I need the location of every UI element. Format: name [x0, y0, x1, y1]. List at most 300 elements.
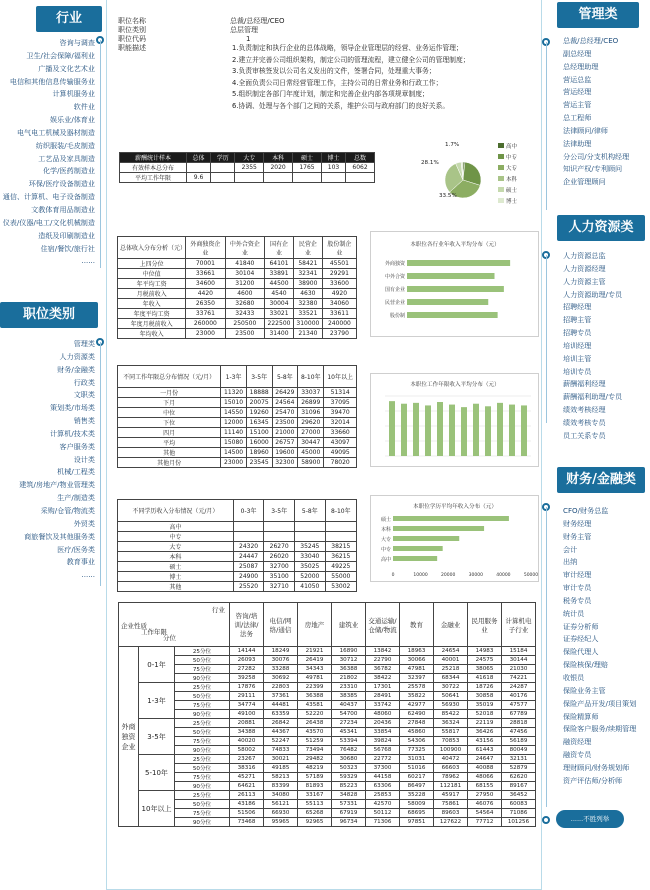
- mgmt-item[interactable]: 知识产权/专利顾问: [561, 163, 649, 176]
- x-tick-label: 40000: [496, 573, 511, 578]
- industry-item[interactable]: 仪表/仪器/电工/文化机械制造: [2, 217, 95, 227]
- table-cell: 9.6: [186, 173, 210, 183]
- hr-item[interactable]: 员工关系专员: [561, 430, 649, 443]
- table-cell: 26020: [264, 552, 295, 562]
- job-category-item[interactable]: 管理类: [73, 339, 95, 348]
- fin-item[interactable]: CFO/财务总监: [561, 505, 649, 518]
- matrix-cell: 57189: [298, 773, 332, 782]
- matrix-cell: 36452: [502, 791, 536, 800]
- matrix-cell: 22772: [366, 755, 400, 764]
- matrix-corner-label: 工作年限: [141, 628, 167, 636]
- pie-svg: [418, 140, 535, 220]
- hr-item[interactable]: 招聘经理: [561, 301, 649, 314]
- table-cell: 23000: [186, 329, 225, 339]
- table-cell: [264, 173, 293, 183]
- table-cell: 年度月税前收入: [118, 319, 186, 329]
- matrix-cell: 38385: [332, 692, 366, 701]
- matrix-cell: 80049: [502, 746, 536, 755]
- hr-item[interactable]: 绩效考核经理: [561, 404, 649, 417]
- table-cell: 23500: [272, 418, 298, 428]
- info-key-desc: 职能描述: [118, 44, 146, 52]
- matrix-cell: 33854: [366, 728, 400, 737]
- matrix-cell: 45860: [400, 728, 434, 737]
- industry-item[interactable]: 造纸及印刷制造业: [38, 230, 95, 240]
- table-cell: 43097: [324, 438, 357, 448]
- table-cell: 103: [321, 163, 345, 173]
- table-cell: 6062: [346, 163, 375, 173]
- matrix-cell: 48060: [366, 710, 400, 719]
- table-cell: [235, 173, 264, 183]
- job-category-item[interactable]: 财务/金融类: [57, 364, 95, 374]
- matrix-row: [119, 755, 536, 764]
- fin-item[interactable]: 融资专员: [561, 749, 649, 762]
- more-connector-dot: [542, 816, 550, 824]
- matrix-cell: 36324: [434, 719, 468, 728]
- pie-legend-item: [498, 153, 517, 164]
- duty-line: 4.全面负责公司日常经营管理工作，主持公司的日常业务和行政工作；: [232, 78, 443, 87]
- job-category-item[interactable]: 建筑/房地产/物业管理类: [19, 480, 95, 490]
- matrix-row: [119, 737, 536, 746]
- bar-tick-label: 股份制: [389, 313, 405, 319]
- matrix-cell: 47981: [400, 665, 434, 674]
- matrix-cell: 97851: [400, 818, 434, 827]
- pie-legend: [498, 142, 517, 208]
- table-cell: 33660: [324, 428, 357, 438]
- industry-item[interactable]: 通信、计算机、电子设备制造: [2, 192, 95, 202]
- bar: [393, 556, 437, 561]
- table-row: [118, 319, 357, 329]
- matrix-column-header: 交通运输/仓储/物流: [366, 603, 400, 647]
- table-row: [118, 438, 357, 448]
- matrix-cell: 14983: [468, 647, 502, 656]
- industry-item[interactable]: 计算机服务业: [52, 89, 95, 99]
- fin-item[interactable]: 保险产品开发/项目策划: [561, 698, 649, 711]
- matrix-cell: 38422: [366, 674, 400, 683]
- industry-bar-chart: [370, 231, 539, 337]
- pie-legend-item: [498, 197, 517, 208]
- hr-item[interactable]: 薪酬福利经理: [561, 378, 649, 391]
- table-cell: 32433: [225, 309, 264, 319]
- bar: [509, 405, 515, 456]
- matrix-cell: 23267: [230, 755, 264, 764]
- matrix-corner-label: 企业性质: [121, 622, 147, 630]
- industry-item[interactable]: 文教体育用品制造业: [31, 204, 95, 214]
- industry-connector-line: [100, 40, 101, 268]
- table-cell: 41840: [225, 259, 264, 269]
- bar-tick-label: 硕士: [380, 517, 391, 523]
- table-cell: 33521: [293, 309, 322, 319]
- table-header-cell: 0-3年: [233, 500, 264, 522]
- fin-item[interactable]: 审计专员: [561, 582, 649, 595]
- table-cell: 24447: [233, 552, 264, 562]
- matrix-cell: 30066: [400, 656, 434, 665]
- industry-item[interactable]: 住宿/餐饮/旅行社: [40, 243, 95, 253]
- table-cell: 39470: [324, 408, 357, 418]
- duty-line: 5.组织制定各部门年度计划，制定和完善企业内部各项规章制度；: [232, 90, 429, 98]
- table-cell: 32710: [264, 582, 295, 592]
- legend-label: 本科: [506, 177, 518, 183]
- hr-item[interactable]: 培训经理: [561, 340, 649, 353]
- matrix-corner-label: 分位: [163, 634, 176, 642]
- management-list: [561, 35, 649, 189]
- table-cell: 32341: [293, 269, 322, 279]
- matrix-cell: 49185: [264, 764, 298, 773]
- education-bar-chart: [370, 495, 539, 582]
- years-bar-chart: [370, 373, 539, 467]
- bar: [461, 407, 467, 456]
- matrix-cell: 96734: [332, 818, 366, 827]
- matrix-corner-label: 行业: [212, 606, 225, 614]
- industry-item[interactable]: 电信和其他信息传输服务业: [9, 76, 95, 86]
- matrix-cell: 67789: [502, 710, 536, 719]
- info-key-name: 职位名称: [118, 17, 146, 25]
- mgmt-item[interactable]: 分公司/分支机构经理: [561, 151, 649, 164]
- matrix-cell: 75分位: [175, 665, 230, 674]
- table-cell: 中位: [118, 408, 221, 418]
- matrix-column-header: 民用服务业: [468, 603, 502, 647]
- matrix-column-header: 教育: [400, 603, 434, 647]
- matrix-cell: 50分位: [175, 764, 230, 773]
- hr-item[interactable]: 绩效考核专员: [561, 417, 649, 430]
- fin-item[interactable]: 审计经理: [561, 569, 649, 582]
- fin-item[interactable]: 证券经纪人: [561, 633, 649, 646]
- matrix-cell: 23310: [332, 683, 366, 692]
- job-category-item[interactable]: 外贸类: [73, 518, 95, 528]
- matrix-cell: 53394: [332, 737, 366, 746]
- pie-legend-item: [498, 186, 517, 197]
- table-cell: 222500: [265, 319, 294, 329]
- matrix-cell: 28491: [366, 692, 400, 701]
- education-income-table: [117, 499, 357, 592]
- fin-item[interactable]: 保险核保/理赔: [561, 659, 649, 672]
- table-row: [120, 173, 375, 183]
- matrix-row: [119, 809, 536, 818]
- matrix-enterprise-cell: 外商独资企业: [119, 647, 139, 827]
- info-val-name: 总裁/总经理/CEO: [230, 17, 285, 25]
- job-category-item[interactable]: 行政类: [73, 377, 95, 387]
- table-cell: 23500: [225, 329, 264, 339]
- matrix-cell: 13842: [366, 647, 400, 656]
- hr-item[interactable]: 人力资源总监: [561, 250, 649, 263]
- table-header-cell: 5-8年: [295, 500, 326, 522]
- fin-item[interactable]: 收银员: [561, 672, 649, 685]
- bar: [485, 406, 491, 456]
- table-header-row: [120, 153, 375, 163]
- hr-item[interactable]: 招聘主管: [561, 314, 649, 327]
- matrix-cell: 40472: [434, 755, 468, 764]
- industry-item[interactable]: 环保/医疗设备制造业: [28, 179, 95, 189]
- matrix-cell: 56121: [264, 800, 298, 809]
- table-header-cell: 10年以上: [324, 366, 357, 388]
- matrix-cell: 58002: [230, 746, 264, 755]
- fin-item[interactable]: 保险精算师: [561, 711, 649, 724]
- hr-item[interactable]: 人力资源主管: [561, 276, 649, 289]
- matrix-cell: 47577: [502, 701, 536, 710]
- table-header-cell: 学历: [211, 153, 235, 163]
- duty-line: 6.协调、处理与各个部门之间的关系，维护公司与政府部门的良好关系。: [232, 101, 450, 110]
- matrix-cell: 112181: [434, 782, 468, 791]
- matrix-cell: 24654: [434, 647, 468, 656]
- bar-svg-0: [371, 232, 540, 338]
- table-row: [118, 458, 357, 468]
- hr-list: [561, 250, 649, 443]
- hr-item[interactable]: 招聘专员: [561, 327, 649, 340]
- matrix-cell: 43186: [230, 800, 264, 809]
- matrix-cell: 50641: [434, 692, 468, 701]
- table-cell: 15010: [221, 398, 247, 408]
- chart-title: 本职位各行业年收入平均分布（元）: [410, 242, 500, 248]
- job-category-item[interactable]: 策划类/市场类: [50, 403, 95, 413]
- fin-item[interactable]: 资产评估师/分析师: [561, 775, 649, 788]
- table-cell: 53002: [325, 582, 356, 592]
- job-category-item[interactable]: 文职类: [73, 390, 95, 400]
- matrix-cell: 78962: [434, 773, 468, 782]
- hr-item[interactable]: 人力资源经理: [561, 263, 649, 276]
- job-category-item[interactable]: 采购/仓管/物流类: [40, 505, 95, 515]
- matrix-cell: 75分位: [175, 809, 230, 818]
- mgmt-item[interactable]: 企业管理顾问: [561, 176, 649, 189]
- info-key-code: 职位代码: [118, 35, 146, 43]
- job-category-item[interactable]: 客户服务类: [59, 441, 95, 451]
- matrix-cell: 48219: [298, 764, 332, 773]
- matrix-cell: 24575: [468, 656, 502, 665]
- mgmt-item[interactable]: 营运总监: [561, 74, 649, 87]
- legend-label: 博士: [506, 199, 518, 205]
- matrix-cell: 54564: [468, 809, 502, 818]
- industry-item[interactable]: 卫生/社会保障/福利业: [26, 50, 95, 60]
- mgmt-item[interactable]: 法律顾问/律师: [561, 125, 649, 138]
- matrix-cell: 30144: [502, 656, 536, 665]
- table-cell: 44500: [265, 279, 294, 289]
- industry-item[interactable]: 电气电工机械及器材制造: [16, 127, 95, 137]
- hr-item[interactable]: 培训主管: [561, 353, 649, 366]
- bar-tick-label: 国有企业: [384, 287, 405, 293]
- matrix-cell: 70853: [434, 737, 468, 746]
- bar: [393, 526, 484, 531]
- job-category-item[interactable]: 商旅餐饮及其他服务类: [24, 531, 95, 541]
- mgmt-item[interactable]: 总工程师: [561, 112, 649, 125]
- industry-item[interactable]: 咨询与调查: [59, 38, 95, 47]
- matrix-cell: 17301: [366, 683, 400, 692]
- matrix-cell: 45917: [434, 791, 468, 800]
- fin-item[interactable]: 财务主管: [561, 531, 649, 544]
- matrix-cell: 30076: [264, 656, 298, 665]
- industry-item[interactable]: 纺织服装/毛皮制造: [35, 140, 95, 150]
- table-cell: 41050: [295, 582, 326, 592]
- matrix-cell: 62490: [400, 710, 434, 719]
- bar-tick-label: 中专: [380, 547, 391, 553]
- table-cell: [211, 163, 235, 173]
- table-cell: 年平均工资: [118, 279, 186, 289]
- table-cell: 31400: [265, 329, 294, 339]
- bar: [407, 260, 510, 266]
- table-header-cell: 硕士: [293, 153, 322, 163]
- legend-swatch: [498, 187, 504, 192]
- matrix-cell: 26093: [230, 656, 264, 665]
- duty-line: 2.建立并完善公司组织架构，制定公司的管理流程，建立健全公司的管理制度；: [232, 55, 470, 64]
- job-category-item[interactable]: 人力资源类: [59, 351, 95, 361]
- x-tick-label: 0: [391, 573, 395, 578]
- fin-item[interactable]: 出纳: [561, 556, 649, 569]
- fin-item[interactable]: 证券分析师: [561, 621, 649, 634]
- bar-tick-label: 大专: [380, 537, 391, 543]
- matrix-row: [119, 674, 536, 683]
- industry-item[interactable]: 工艺品及家具制造: [38, 153, 95, 163]
- fin-item[interactable]: 税务专员: [561, 595, 649, 608]
- industry-item[interactable]: 广播及文化艺术业: [38, 63, 95, 73]
- job-category-item[interactable]: 销售类: [73, 416, 95, 426]
- table-header-cell: 不同学历收入分布情况（元/月）: [118, 500, 234, 522]
- table-row: [118, 259, 357, 269]
- table-header-cell: 3-5年: [246, 366, 272, 388]
- table-cell: 12000: [221, 418, 247, 428]
- table-header-cell: 3-5年: [264, 500, 295, 522]
- table-cell: 21340: [293, 329, 322, 339]
- matrix-cell: 50分位: [175, 800, 230, 809]
- matrix-cell: 75分位: [175, 773, 230, 782]
- hr-item[interactable]: 培训专员: [561, 366, 649, 379]
- table-cell: 33037: [298, 388, 324, 398]
- job-category-item[interactable]: ......: [81, 570, 95, 580]
- fin-item[interactable]: 会计: [561, 544, 649, 557]
- matrix-cell: 71086: [502, 809, 536, 818]
- fin-item[interactable]: 融资经理: [561, 736, 649, 749]
- matrix-cell: 85422: [434, 710, 468, 719]
- matrix-cell: 40020: [230, 737, 264, 746]
- matrix-cell: 21030: [502, 665, 536, 674]
- matrix-cell: 51506: [230, 809, 264, 818]
- fin-item[interactable]: 保险客户服务/续期管理: [561, 723, 649, 736]
- table-cell: 33891: [265, 269, 294, 279]
- table-cell: 年收入: [118, 299, 186, 309]
- hr-item[interactable]: 人力资源助理/专员: [561, 289, 649, 302]
- finance-list: [561, 505, 649, 788]
- bar-tick-label: 民营企业: [384, 300, 405, 306]
- matrix-cell: 33288: [264, 665, 298, 674]
- table-cell: 平均: [118, 438, 221, 448]
- matrix-cell: 24647: [468, 755, 502, 764]
- matrix-cell: 35019: [468, 701, 502, 710]
- matrix-cell: 65268: [298, 809, 332, 818]
- job-category-item[interactable]: 医疗/医务类: [57, 544, 95, 554]
- matrix-row: [119, 710, 536, 719]
- table-row: [118, 289, 357, 299]
- bar-tick-label: 外商独资: [384, 261, 405, 267]
- table-header-cell: 8-10年: [325, 500, 356, 522]
- job-category-item[interactable]: 机械/工程类: [57, 467, 95, 477]
- table-cell: 上四分位: [118, 259, 186, 269]
- fin-item[interactable]: 理财顾问/财务规划师: [561, 762, 649, 775]
- matrix-cell: 18249: [264, 647, 298, 656]
- table-cell: 250500: [225, 319, 264, 329]
- table-cell: 16345: [246, 418, 272, 428]
- table-cell: 23000: [221, 458, 247, 468]
- matrix-cell: 51259: [298, 737, 332, 746]
- fin-item[interactable]: 统计员: [561, 608, 649, 621]
- table-cell: [295, 522, 326, 532]
- matrix-cell: 50323: [332, 764, 366, 773]
- table-header-cell: 民营企业: [293, 237, 322, 259]
- table-cell: 博士: [118, 572, 234, 582]
- table-cell: 4630: [293, 289, 322, 299]
- table-cell: [346, 173, 375, 183]
- table-cell: 有效样本总分布: [120, 163, 187, 173]
- matrix-cell: 34343: [298, 665, 332, 674]
- matrix-cell: 45341: [332, 728, 366, 737]
- mgmt-item[interactable]: 营运主管: [561, 99, 649, 112]
- matrix-row: [119, 719, 536, 728]
- bar-tick-label: 中外合资: [384, 274, 405, 280]
- industry-item[interactable]: ......: [81, 256, 95, 266]
- matrix-cell: 14144: [230, 647, 264, 656]
- matrix-cell: 30021: [264, 755, 298, 764]
- matrix-row: [119, 692, 536, 701]
- industry-item[interactable]: 化学/医药制造业: [42, 166, 95, 176]
- matrix-cell: 32131: [502, 755, 536, 764]
- matrix-header-row: [119, 603, 536, 647]
- matrix-cell: 32397: [400, 674, 434, 683]
- mgmt-item[interactable]: 营运经理: [561, 86, 649, 99]
- bar: [413, 403, 419, 456]
- mgmt-item[interactable]: 总经理助理: [561, 61, 649, 74]
- matrix-cell: 49781: [298, 674, 332, 683]
- mgmt-item[interactable]: 法律助理: [561, 138, 649, 151]
- percentile-matrix-table: [118, 602, 536, 827]
- fin-item[interactable]: 保险代理人: [561, 646, 649, 659]
- mgmt-item[interactable]: 总裁/总经理/CEO: [561, 35, 649, 48]
- bar: [437, 402, 443, 456]
- matrix-cell: 26419: [298, 656, 332, 665]
- fin-item[interactable]: 财务经理: [561, 518, 649, 531]
- job-category-item[interactable]: 教育事业: [66, 557, 95, 567]
- job-category-item[interactable]: 生产/制造类: [57, 493, 95, 503]
- table-cell: 35100: [264, 572, 295, 582]
- table-cell: 34060: [322, 299, 356, 309]
- table-cell: 260000: [186, 319, 225, 329]
- matrix-cell: 25分位: [175, 647, 230, 656]
- table-header-cell: 总体: [186, 153, 210, 163]
- table-cell: [233, 532, 264, 542]
- hr-item[interactable]: 薪酬福利助理/专员: [561, 391, 649, 404]
- job-category-item[interactable]: 计算机/技术类: [50, 428, 95, 438]
- matrix-cell: 16890: [332, 647, 366, 656]
- table-cell: 月税前收入: [118, 289, 186, 299]
- matrix-cell: 52220: [298, 710, 332, 719]
- matrix-cell: 36388: [332, 665, 366, 674]
- job-category-item[interactable]: 设计类: [73, 454, 95, 464]
- matrix-cell: 25218: [434, 665, 468, 674]
- table-cell: 52000: [295, 572, 326, 582]
- fin-item[interactable]: 保险业务主管: [561, 685, 649, 698]
- table-header-cell: 股份制企业: [322, 237, 356, 259]
- matrix-cell: 25853: [366, 791, 400, 800]
- matrix-cell: 52018: [468, 710, 502, 719]
- matrix-cell: 58213: [264, 773, 298, 782]
- chart-title: 本职位学历平均年收入分布（元）: [413, 504, 497, 510]
- matrix-cell: 25分位: [175, 755, 230, 764]
- industry-item[interactable]: 软件业: [73, 102, 95, 112]
- table-cell: 25470: [272, 408, 298, 418]
- table-cell: 38215: [325, 542, 356, 552]
- matrix-cell: 30858: [468, 692, 502, 701]
- table-header-cell: 外商独资企业: [186, 237, 225, 259]
- industry-item[interactable]: 娱乐业/体育业: [50, 115, 95, 125]
- matrix-cell: 66930: [264, 809, 298, 818]
- matrix-cell: 22790: [366, 656, 400, 665]
- mgmt-item[interactable]: 副总经理: [561, 48, 649, 61]
- table-cell: 中位值: [118, 269, 186, 279]
- matrix-cell: 24287: [502, 683, 536, 692]
